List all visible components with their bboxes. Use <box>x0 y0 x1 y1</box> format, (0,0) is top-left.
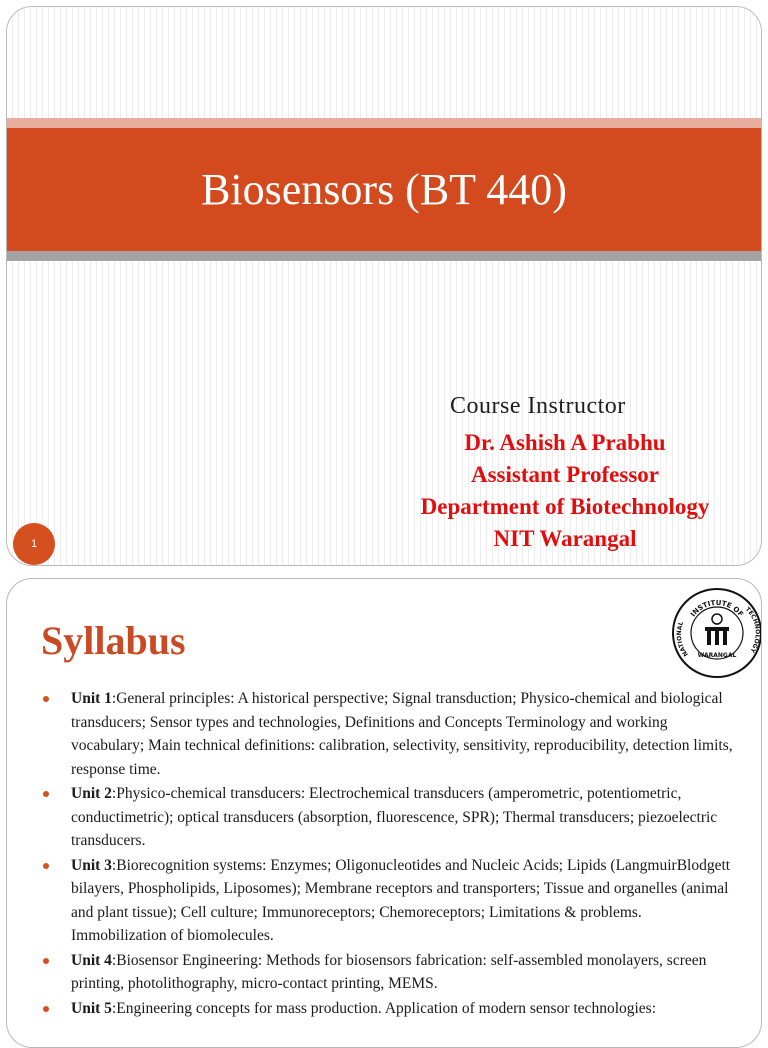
unit-label: Unit 2 <box>71 785 112 802</box>
unit-label: Unit 5 <box>71 999 112 1017</box>
list-item <box>35 854 735 948</box>
title-band-bottom-stripe <box>7 251 761 261</box>
unit-description: :Physico-chemical transducers: Electrochemical transducers (amperometric, potentiometric, conductimetric); optical transducers (absorption, fluorescence, SPR); Thermal transducers; piezoelectric transducers. <box>71 785 718 849</box>
syllabus-unit-list <box>35 687 735 1021</box>
svg-text:TECHNOLOGY: TECHNOLOGY <box>743 605 761 654</box>
bullet-icon <box>43 696 49 702</box>
instructor-institute: NIT Warangal <box>493 526 637 551</box>
bullet-icon <box>43 863 49 869</box>
unit-label: Unit 3 <box>71 856 112 874</box>
list-item <box>35 997 735 1021</box>
title-slide <box>6 6 762 566</box>
svg-text:NATIONAL: NATIONAL <box>675 620 690 658</box>
unit-description: :Engineering concepts for mass production. Application of modern sensor technologies: <box>111 999 657 1017</box>
nit-warangal-logo-icon <box>669 578 762 689</box>
svg-text:WARANGAL: WARANGAL <box>697 652 737 659</box>
svg-text:INSTITUTE OF: INSTITUTE OF <box>689 598 745 619</box>
syllabus-heading: Syllabus <box>41 618 186 663</box>
syllabus-slide <box>6 578 762 1048</box>
list-item <box>35 949 735 996</box>
unit-label: Unit 1 <box>71 690 112 707</box>
unit-description: :General principles: A historical perspective; Signal transduction; Physico-chemical and biological transducers; Sensor types and technologies, Definitions and Concepts Terminology and working vocabulary; Main technical definitions: calibration, selectivity, sensitivity, reproducibility, detection limits, response time. <box>71 690 733 778</box>
unit-label: Unit 4 <box>71 951 112 969</box>
bullet-icon <box>43 958 49 964</box>
instructor-label: Course Instructor <box>450 393 626 419</box>
unit-description: :Biorecognition systems: Enzymes; Oligonucleotides and Nucleic Acids; Lipids (LangmuirBlodgett bilayers, Phospholipids, Liposomes); Membrane receptors and transporters; Tissue and organelles (animal and plant tissue); Cell culture; Immunoreceptors; Chemoreceptors; Limitations & problems. Immobilization of biomolecules. <box>71 856 731 944</box>
title-band-top-stripe <box>7 118 761 128</box>
instructor-position: Assistant Professor <box>470 462 660 487</box>
unit-description: :Biosensor Engineering: Methods for biosensors fabrication: self-assembled monolayers, screen printing, photolithography, micro-contact printing, MEMS. <box>71 951 707 992</box>
instructor-department: Department of Biotechnology <box>420 494 710 519</box>
slide-title: Biosensors (BT 440) <box>201 164 567 214</box>
bullet-icon <box>43 1006 49 1012</box>
list-item <box>35 782 735 853</box>
list-item <box>35 687 735 781</box>
instructor-details <box>395 427 735 555</box>
slide-number-badge: 1 <box>13 523 55 565</box>
instructor-name: Dr. Ashish A Prabhu <box>464 430 666 455</box>
bullet-icon <box>43 791 49 797</box>
